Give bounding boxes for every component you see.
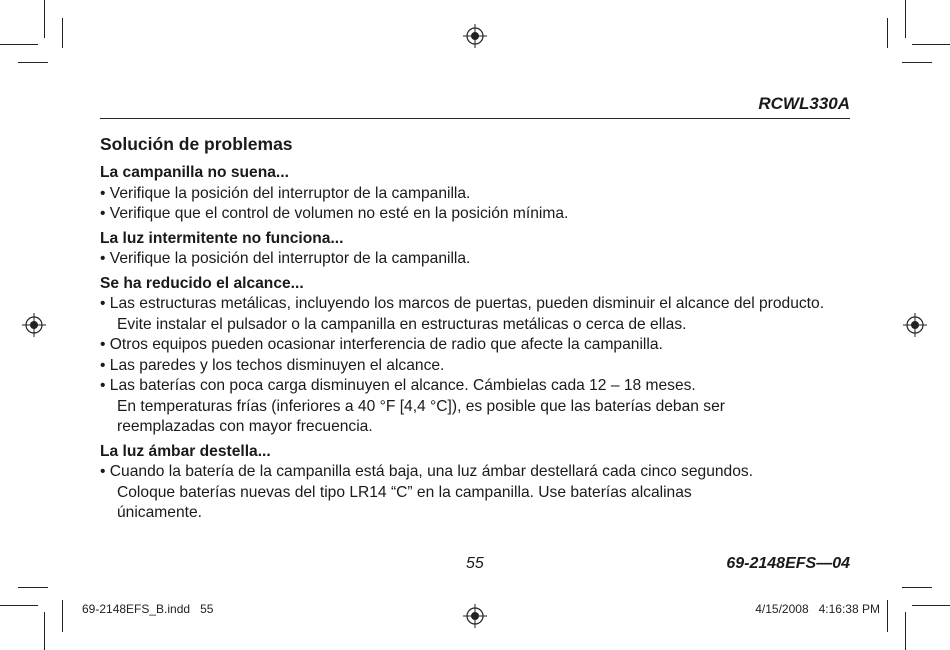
problem-section	[100, 442, 860, 524]
crop-mark	[912, 605, 950, 606]
bullet-item: • Cuando la batería de la campanilla está baja, una luz ámbar destellará cada cinco segundos.	[100, 463, 754, 480]
registration-mark-icon	[463, 604, 487, 628]
problem-section	[100, 229, 860, 270]
page-number: 55	[466, 555, 484, 572]
registration-mark-icon	[903, 313, 927, 337]
crop-mark	[902, 62, 932, 63]
bullet-continuation: únicamente.	[117, 504, 202, 521]
bullet-item: • Verifique que el control de volumen no esté en la posición mínima.	[100, 205, 569, 222]
crop-mark	[62, 18, 63, 48]
section-heading: La luz ámbar destella...	[100, 442, 271, 460]
section-heading: La campanilla no suena...	[100, 164, 289, 181]
crop-mark	[912, 44, 950, 45]
document-number: 69-2148EFS—04	[726, 555, 850, 572]
crop-mark	[0, 605, 38, 606]
crop-mark	[905, 0, 906, 38]
crop-mark	[0, 44, 38, 45]
bullet-continuation: reemplazadas con mayor frecuencia.	[117, 418, 373, 435]
bullet-item: • Otros equipos pueden ocasionar interferencia de radio que afecte la campanilla.	[100, 336, 663, 353]
problem-section	[100, 163, 860, 225]
model-number: RCWL330A	[758, 94, 850, 113]
page-content	[100, 133, 860, 528]
crop-mark	[18, 62, 48, 63]
bullet-continuation: En temperaturas frías (inferiores a 40 °F [4,4 °C]), es posible que las baterías deban ser	[117, 397, 725, 415]
bullet-item: • Las baterías con poca carga disminuyen el alcance. Cámbielas cada 12 – 18 meses.	[100, 377, 696, 394]
page-title: Solución de problemas	[100, 134, 293, 154]
bullet-continuation: Coloque baterías nuevas del tipo LR14 “C” en la campanilla. Use baterías alcalinas	[117, 483, 692, 501]
header-rule	[100, 118, 850, 119]
crop-mark	[44, 612, 45, 650]
bullet-item: • Verifique la posición del interruptor de la campanilla.	[100, 250, 471, 267]
troubleshooting-sections	[100, 163, 860, 524]
crop-mark	[44, 0, 45, 38]
section-heading: La luz intermitente no funciona...	[100, 229, 344, 247]
crop-mark	[902, 587, 932, 588]
crop-mark	[887, 600, 888, 632]
bullet-item: • Verifique la posición del interruptor de la campanilla.	[100, 184, 471, 202]
problem-section	[100, 274, 860, 438]
crop-mark	[905, 612, 906, 650]
slug-file-info: 69-2148EFS_B.indd 55	[82, 602, 214, 616]
crop-mark	[18, 587, 48, 588]
bullet-item: • Las paredes y los techos disminuyen el alcance.	[100, 356, 445, 374]
section-heading: Se ha reducido el alcance...	[100, 274, 304, 292]
registration-mark-icon	[22, 313, 46, 337]
slug-datetime: 4/15/2008 4:16:38 PM	[755, 602, 880, 616]
bullet-item: • Las estructuras metálicas, incluyendo los marcos de puertas, pueden disminuir el alcance del producto. Evite instalar el pulsador o la campanilla en estructuras metálicas o cerca de ellas.	[100, 295, 825, 333]
registration-mark-icon	[463, 24, 487, 48]
crop-mark	[62, 600, 63, 632]
crop-mark	[887, 18, 888, 48]
